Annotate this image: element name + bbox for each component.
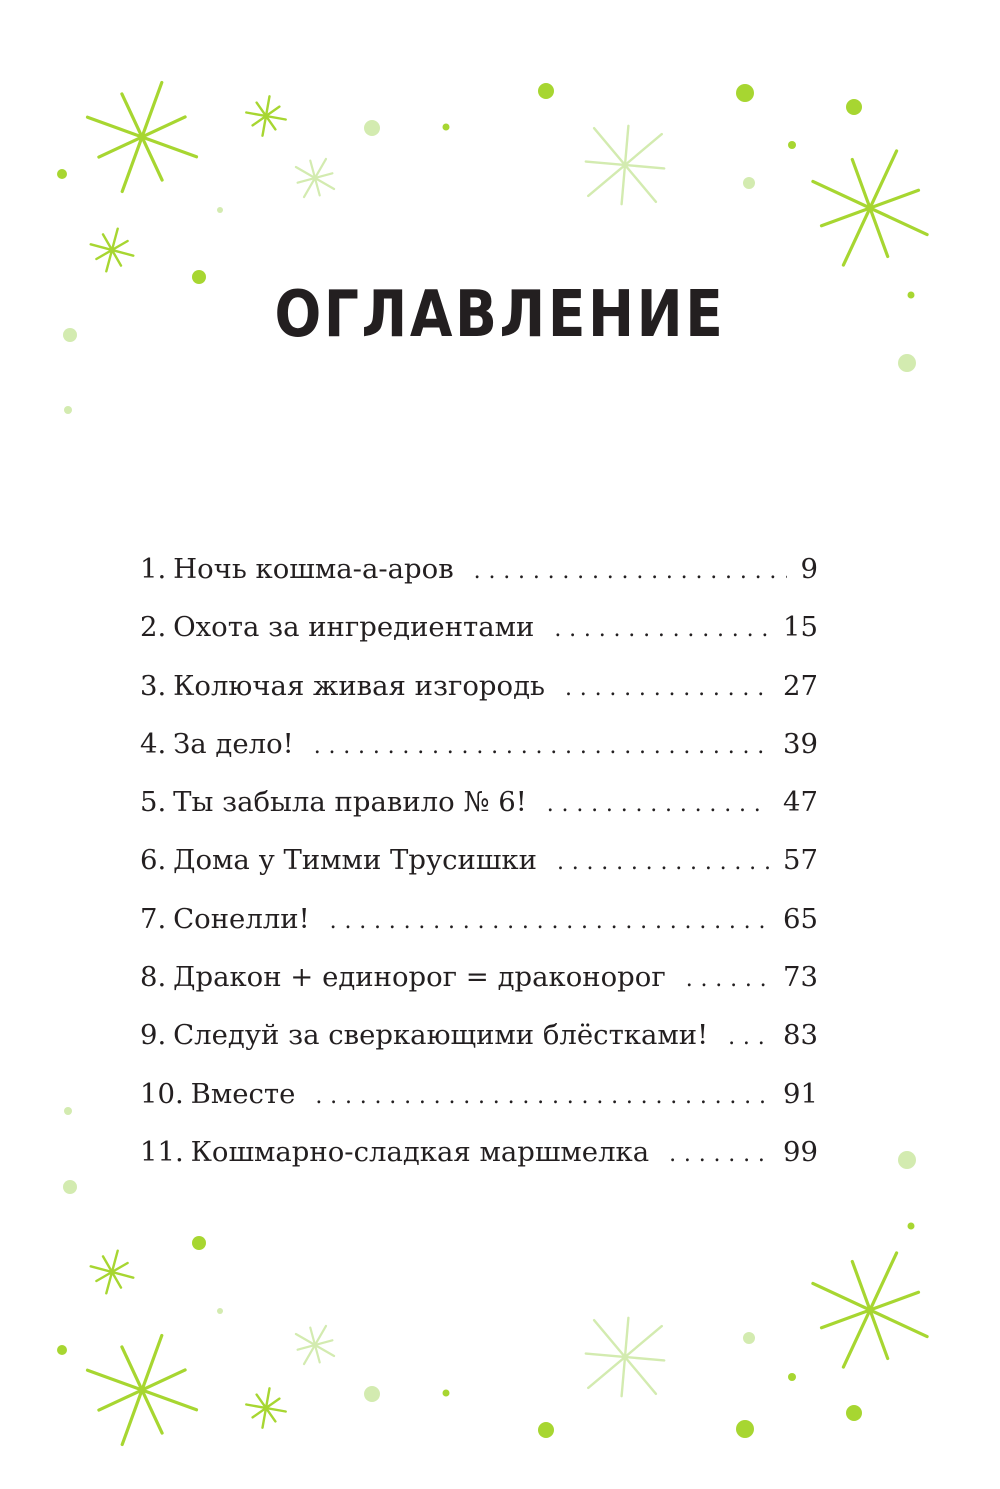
toc-entry-number: 2.	[140, 611, 167, 644]
dot-leader	[330, 893, 769, 951]
sparkle-dot	[443, 1390, 450, 1397]
toc-entry	[140, 1065, 818, 1123]
toc-entry-number: 10.	[140, 1077, 184, 1110]
dot-leader	[315, 1068, 769, 1126]
toc-entry	[140, 1123, 818, 1181]
dot-leader	[547, 776, 769, 834]
sparkle-star-icon	[246, 96, 285, 135]
toc-entry-number: 11.	[140, 1135, 184, 1168]
sparkle-star-icon	[813, 1253, 927, 1367]
sparkle-dot	[64, 1107, 72, 1115]
sparkle-dot	[788, 1373, 796, 1381]
sparkle-dot	[908, 1223, 915, 1230]
sparkle-dot	[192, 1236, 206, 1250]
dot-leader	[565, 660, 769, 718]
toc-entry-title: Дома у Тимми Трусишки	[173, 844, 537, 877]
toc-entry-title: Кошмарно-сладкая маршмелка	[190, 1135, 650, 1168]
sparkle-dot	[736, 1420, 754, 1438]
toc-entry-title: Охота за ингредиентами	[173, 611, 535, 644]
toc-entry-page: 65	[783, 902, 818, 935]
toc-entry-page: 47	[783, 786, 818, 819]
toc-entry-page: 73	[783, 961, 818, 994]
sparkle-dot	[364, 120, 380, 136]
sparkle-star-icon	[91, 229, 134, 272]
toc-entry-title: Колючая живая изгородь	[173, 669, 545, 702]
dot-leader	[728, 1009, 769, 1067]
toc-entry	[140, 773, 818, 831]
sparkle-star-icon	[88, 1336, 197, 1445]
sparkle-star-icon	[296, 1326, 334, 1364]
toc-entry-title: Сонелли!	[173, 902, 310, 935]
sparkle-dot	[64, 406, 72, 414]
sparkle-star-icon	[88, 83, 197, 192]
toc-entry-number: 1.	[140, 553, 167, 585]
table-of-contents	[140, 540, 818, 1181]
toc-entry-page: 9	[800, 553, 818, 585]
toc-entry-page: 91	[783, 1077, 818, 1110]
sparkle-star-icon	[813, 151, 927, 265]
toc-entry-number: 6.	[140, 844, 167, 877]
sparkle-star-icon	[586, 126, 664, 204]
toc-entry-title: Вместе	[190, 1077, 296, 1110]
dot-leader	[669, 1126, 769, 1184]
toc-entry-title: Дракон + единорог = драконорог	[173, 961, 666, 994]
toc-entry	[140, 540, 818, 598]
sparkle-dot	[898, 354, 916, 372]
sparkle-dot	[736, 84, 754, 102]
sparkle-star-icon	[91, 1251, 134, 1294]
sparkle-dot	[846, 1405, 862, 1421]
toc-entry-number: 4.	[140, 727, 167, 760]
toc-entry-number: 3.	[140, 669, 167, 702]
dot-leader	[686, 951, 769, 1009]
toc-entry-page: 27	[783, 669, 818, 702]
sparkle-dot	[217, 207, 223, 213]
toc-entry	[140, 715, 818, 773]
dot-leader	[557, 834, 769, 892]
toc-entry	[140, 948, 818, 1006]
sparkle-dot	[846, 99, 862, 115]
dot-leader	[314, 718, 769, 776]
toc-entry	[140, 657, 818, 715]
sparkle-star-icon	[586, 1318, 664, 1396]
toc-entry	[140, 890, 818, 948]
toc-entry-page: 39	[783, 727, 818, 760]
sparkle-dot	[443, 124, 450, 131]
toc-entry	[140, 831, 818, 889]
toc-entry-title: Ты забыла правило № 6!	[173, 786, 527, 819]
toc-entry	[140, 598, 818, 656]
toc-entry-page: 15	[783, 611, 818, 644]
toc-entry	[140, 1006, 818, 1064]
sparkle-dot	[898, 1151, 916, 1169]
sparkle-dot	[57, 169, 67, 179]
sparkle-dot	[364, 1386, 380, 1402]
sparkle-dot	[743, 1332, 755, 1344]
toc-entry-page: 83	[783, 1019, 818, 1052]
sparkle-dot	[57, 1345, 67, 1355]
toc-entry-page: 99	[783, 1135, 818, 1168]
toc-entry-number: 9.	[140, 1019, 167, 1052]
sparkle-star-icon	[246, 1388, 285, 1427]
sparkle-dot	[743, 177, 755, 189]
toc-entry-page: 57	[783, 844, 818, 877]
toc-entry-number: 5.	[140, 786, 167, 819]
toc-entry-number: 8.	[140, 961, 167, 994]
sparkle-dot	[538, 1422, 554, 1438]
dot-leader	[554, 601, 769, 659]
toc-entry-number: 7.	[140, 902, 167, 935]
sparkle-dot	[63, 1180, 77, 1194]
toc-entry-title: За дело!	[173, 727, 294, 760]
page-title: ОГЛАВЛЕНИЕ	[274, 278, 726, 352]
toc-entry-title: Следуй за сверкающими блёстками!	[173, 1019, 709, 1052]
sparkle-star-icon	[296, 159, 334, 197]
sparkle-dot	[538, 83, 554, 99]
toc-entry-title: Ночь кошма-а-аров	[173, 553, 454, 585]
dot-leader	[474, 543, 787, 601]
sparkle-dot	[217, 1308, 223, 1314]
sparkle-dot	[788, 141, 796, 149]
